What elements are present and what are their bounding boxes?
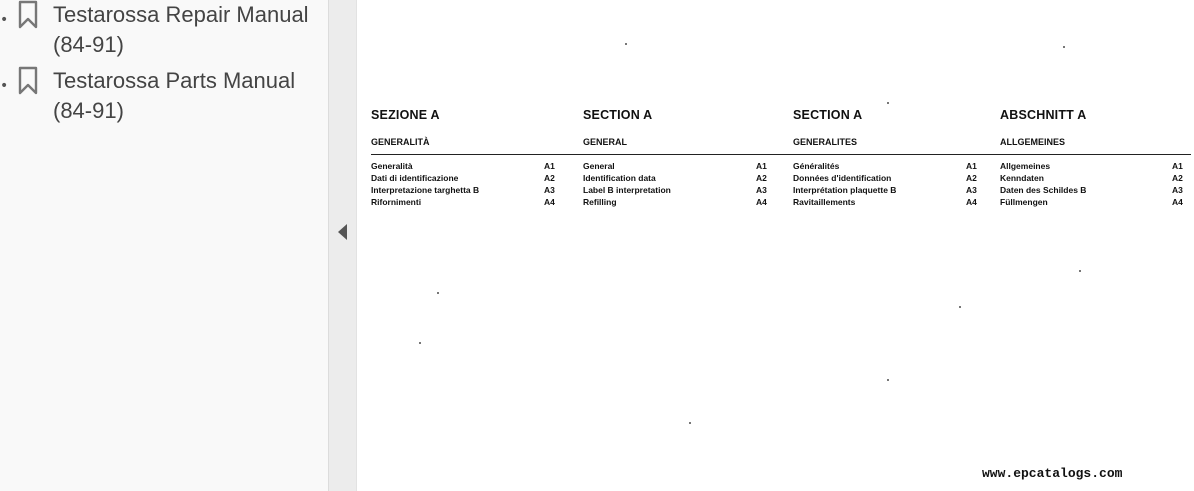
scan-speck (1063, 46, 1065, 48)
toc-row: Généralités A1 (793, 161, 977, 171)
bullet-icon: • (0, 78, 9, 94)
scan-speck (625, 43, 627, 45)
toc-row: Identification data A2 (583, 173, 767, 183)
toc-row: Füllmengen A4 (1000, 197, 1183, 207)
bookmark-title: Testarossa Parts Manual (84-91) (53, 68, 296, 123)
scan-speck (887, 102, 889, 104)
toc-row: Generalità A1 (371, 161, 555, 171)
scan-speck (1079, 270, 1081, 272)
toc-row: Dati di identificazione A2 (371, 173, 555, 183)
scan-speck (887, 379, 889, 381)
section-title: SECTION A (793, 108, 863, 122)
toc-row: Refilling A4 (583, 197, 767, 207)
sidebar-splitter[interactable] (329, 0, 357, 491)
bullet-icon: • (0, 12, 9, 28)
section-subtitle: GENERALITES (793, 137, 858, 147)
scan-speck (689, 422, 691, 424)
bookmark-icon (17, 66, 39, 96)
toc-row: Interprétation plaquette B A3 (793, 185, 977, 195)
header-divider (371, 154, 1191, 155)
bookmark-title: Testarossa Repair Manual (84-91) (53, 2, 309, 57)
toc-row: Interpretazione targhetta B A3 (371, 185, 555, 195)
toc-row: Allgemeines A1 (1000, 161, 1183, 171)
toc-row: Label B interpretation A3 (583, 185, 767, 195)
document-page (357, 0, 1194, 491)
scan-speck (437, 292, 439, 294)
toc-row: Rifornimenti A4 (371, 197, 555, 207)
bookmark-item-parts-manual[interactable] (0, 66, 329, 130)
bookmark-item-repair-manual[interactable] (0, 0, 329, 64)
toc-row: Données d'identification A2 (793, 173, 977, 183)
section-subtitle: ALLGEMEINES (1000, 137, 1066, 147)
toc-row: Ravitaillements A4 (793, 197, 977, 207)
collapse-arrow-icon[interactable] (338, 224, 347, 240)
section-subtitle: GENERAL (583, 137, 628, 147)
section-title: SECTION A (583, 108, 653, 122)
section-title: SEZIONE A (371, 108, 440, 122)
bookmarks-panel (0, 0, 329, 491)
footer-url: www.epcatalogs.com (982, 466, 1123, 481)
toc-row: General A1 (583, 161, 767, 171)
section-title: ABSCHNITT A (1000, 108, 1087, 122)
section-subtitle: GENERALITÀ (371, 137, 430, 147)
toc-row: Kenndaten A2 (1000, 173, 1183, 183)
scan-speck (959, 306, 961, 308)
toc-row: Daten des Schildes B A3 (1000, 185, 1183, 195)
scan-speck (419, 342, 421, 344)
bookmark-icon (17, 0, 39, 30)
